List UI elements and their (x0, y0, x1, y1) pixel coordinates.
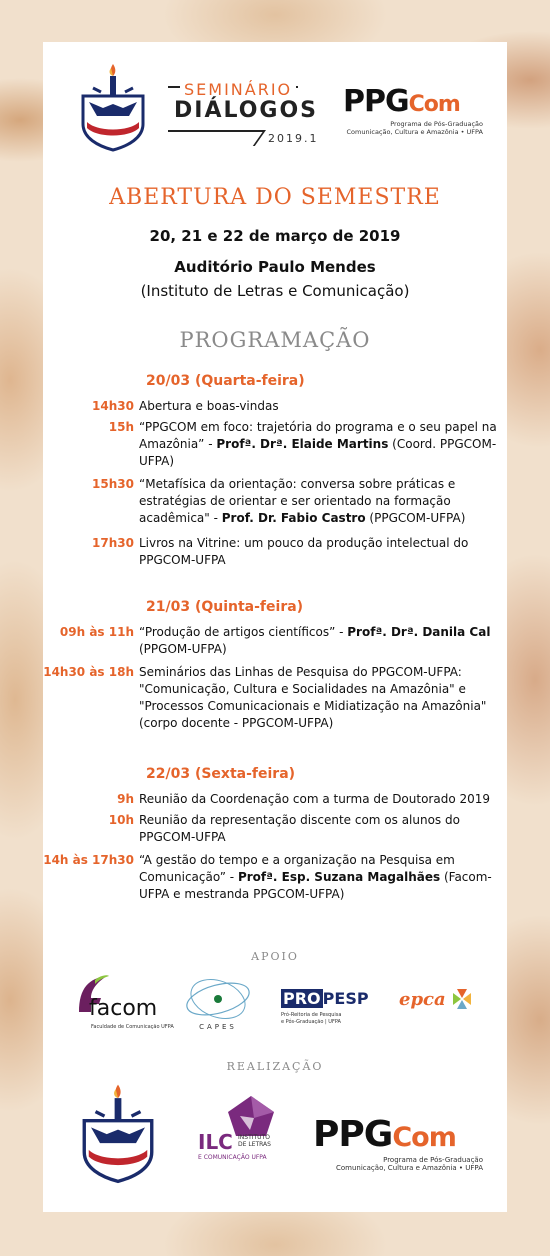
schedule-row (43, 812, 507, 846)
ppg-prefix: PPG (313, 1114, 393, 1155)
schedule-row (43, 398, 507, 415)
dialogos-word: DIÁLOGOS (174, 98, 319, 123)
schedule-row (43, 791, 507, 808)
propesp-logo (281, 990, 376, 1030)
propesp-sub2: e Pós-Graduação | UFPA (281, 1019, 341, 1025)
ilc-sub1: INSTITUTO (238, 1134, 270, 1141)
schedule-desc: Abertura e boas-vindas (139, 399, 279, 413)
propesp-sub1: Pró-Reitoria de Pesquisa (281, 1012, 342, 1018)
ppg-sub-line1: Programa de Pós-Graduação (383, 1156, 483, 1164)
facom-logo (71, 974, 174, 1032)
schedule-desc: “A gestão do tempo e a organização na Pesquisa em Comunicação” - Profª. Esp. Suzana Magalhães (Facom-UFPA e mestranda PPGCOM-UFPA) (139, 853, 492, 901)
apoio-title: APOIO (251, 950, 299, 963)
ppg-suffix: Com (392, 1122, 456, 1153)
ppg-sub-line2: Comunicação, Cultura e Amazônia • UFPA (335, 1164, 483, 1172)
day-title: 22/03 (Sexta-feira) (146, 766, 296, 782)
epca-logo (399, 987, 479, 1017)
schedule-row (43, 852, 507, 903)
schedule-desc: Reunião da representação discente com os alunos do PPGCOM-UFPA (139, 813, 460, 844)
logo-bottom-rule (168, 130, 264, 132)
schedule-row (43, 476, 507, 527)
ilc-sub3: E COMUNICAÇÃO UFPA (198, 1154, 267, 1161)
ufpa-crest-logo (73, 1082, 163, 1184)
schedule-row (43, 624, 507, 658)
realizacao-title: REALIZAÇÃO (226, 1060, 324, 1073)
facom-word: facom (89, 996, 158, 1021)
schedule-time: 15h30 (92, 477, 134, 491)
day-title: 21/03 (Quinta-feira) (146, 599, 304, 615)
schedule-time: 14h às 17h30 (43, 853, 134, 867)
event-dates: 20, 21 e 22 de março de 2019 (149, 227, 401, 245)
year-tag: 2019.1 (268, 132, 319, 145)
poster-card (43, 42, 507, 1212)
schedule-desc: “PPGCOM em foco: trajetória do programa e o seu papel na Amazônia” - Profª. Drª. Elaide Martins (Coord. PPGCOM-UFPA) (139, 420, 497, 468)
schedule-desc: “Metafísica da orientação: conversa sobre práticas e estratégias de orientar e ser orientado na formação acadêmica" - Prof. Dr. Fabio Castro (PPGCOM-UFPA) (139, 477, 466, 525)
ufpa-crest-logo (73, 62, 153, 152)
capes-word: CAPES (199, 1023, 237, 1031)
schedule-time: 17h30 (92, 536, 134, 550)
capes-logo (183, 977, 253, 1035)
event-venue: Auditório Paulo Mendes (174, 258, 376, 276)
seminario-dialogos-logo (168, 80, 319, 152)
ilc-sub2: DE LETRAS (238, 1141, 271, 1148)
schedule-desc: Reunião da Coordenação com a turma de Doutorado 2019 (139, 792, 491, 806)
ppgcom-logo-top (343, 84, 483, 142)
ilc-logo (198, 1094, 308, 1166)
facom-sub: Faculdade de Comunicação UFPA (91, 1024, 174, 1030)
schedule-time: 14h30 às 18h (43, 665, 134, 679)
ilc-pentagon-icon (226, 1094, 276, 1138)
propesp-pro: PRO (283, 989, 321, 1008)
program-title: PROGRAMAÇÃO (179, 328, 371, 352)
seminario-word: SEMINÁRIO (180, 80, 296, 99)
schedule-row (43, 664, 507, 732)
propesp-pesp: PESP (322, 989, 369, 1008)
ppgcom-logo-bottom (313, 1114, 483, 1172)
event-title: ABERTURA DO SEMESTRE (109, 185, 441, 210)
capes-orbit-icon (183, 977, 253, 1021)
schedule-time: 14h30 (92, 399, 134, 413)
schedule-desc: Livros na Vitrine: um pouco da produção intelectual do PPGCOM-UFPA (139, 536, 469, 567)
event-venue-detail: (Instituto de Letras e Comunicação) (140, 282, 410, 300)
schedule-row (43, 535, 507, 569)
ppg-suffix: Com (408, 92, 460, 117)
schedule-row (43, 419, 507, 470)
schedule-time: 15h (108, 420, 134, 434)
epca-word: epca (399, 989, 446, 1010)
day-title: 20/03 (Quarta-feira) (146, 373, 305, 389)
ilc-word: ILC (198, 1130, 233, 1154)
schedule-time: 9h (117, 792, 134, 806)
schedule-time: 09h às 11h (59, 625, 134, 639)
schedule-desc: Seminários das Linhas de Pesquisa do PPGCOM-UFPA: "Comunicação, Cultura e Socialidades na Amazônia" e "Processos Comunicacionais e Midiatização na Amazônia" (corpo docente - PPGCOM-UFPA) (139, 665, 487, 730)
ppg-sub-line2: Comunicação, Cultura e Amazônia • UFPA (346, 128, 483, 136)
schedule-time: 10h (108, 813, 134, 827)
ppg-prefix: PPG (343, 84, 409, 119)
ppg-sub-line1: Programa de Pós-Graduação (390, 120, 483, 128)
schedule-desc: “Produção de artigos científicos” - Profª. Drª. Danila Cal (PPGOM-UFPA) (139, 625, 491, 656)
epca-pinwheel-icon (449, 989, 475, 1009)
